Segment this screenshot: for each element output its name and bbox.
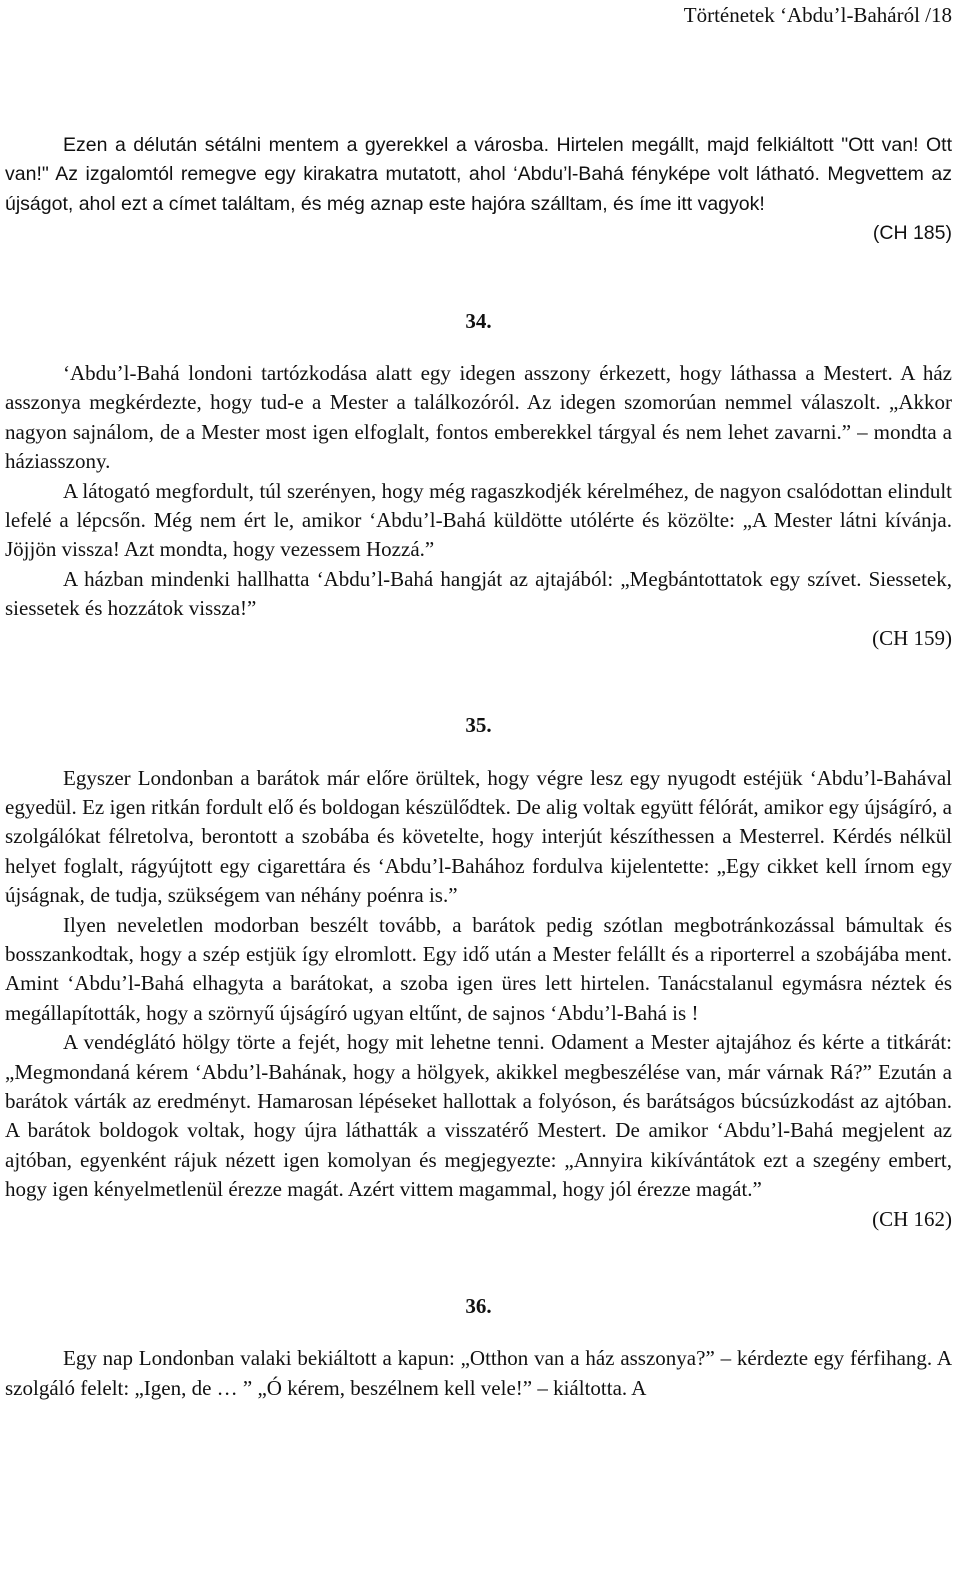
page-body: [5, 131, 952, 1403]
story-34-citation: (CH 159): [872, 625, 952, 650]
story-34-paragraph-1: ‘Abdu’l-Bahá londoni tartózkodása alatt egy idegen asszony érkezett, hogy láthassa a Mestert. A ház asszonya megkérdezte, hogy tud-e a Mester a találkozóról. Az idegen szomorúan nemmel válaszolt. „Akkor nagyon sajnálom, de a Mester most igen elfoglalt, fontos emberekkel tárgyal és nem lehet zavarni.” – mondta a háziasszony.: [5, 361, 952, 474]
story-34-paragraph-2: A látogató megfordult, túl szerényen, hogy még ragaszkodjék kérelméhez, de nagyon csalódottan elindult lefelé a lépcsőn. Még nem ért le, amikor ‘Abdu’l-Bahá küldötte utólérte és közölte: „A Mester látni kívánja. Jöjjön vissza! Azt mondta, hogy vezessem Hozzá.”: [5, 478, 952, 562]
story-36-number: 36.: [465, 1294, 492, 1318]
story-35-citation: (CH 162): [872, 1206, 952, 1231]
story-33-paragraph: Ezen a délután sétálni mentem a gyerekkel a városba. Hirtelen megállt, majd felkiáltott "Ott van! Ott van!" Az izgalomtól remegve egy kirakatra mutatott, ahol ‘Abdu’l-Bahá fényképe volt látható. Megvettem az újságot, ahol ezt a címet találtam, és még aznap este hajóra szálltam, és íme itt vagyok!: [5, 134, 952, 215]
story-34-paragraph-3: A házban mindenki hallhatta ‘Abdu’l-Bahá hangját az ajtajából: „Megbántottatok egy szívet. Siessetek, siessetek és hozzátok vissza!”: [5, 566, 952, 621]
story-35-paragraph-2: Ilyen neveletlen modorban beszélt tovább, a barátok pedig szótlan megbotránkozással bámultak és bosszankodtak, hogy a szép estjük így elromlott. Egy idő után a Mester felállt és a riporterrel a szobájába ment. Amint ‘Abdu’l-Bahá elhagyta a barátokat, a szoba igen üres lett hirtelen. Tanácstalanul egymásra néztek és megállapították, hogy a szörnyű újságíró ugyan eltűnt, de sajnos ‘Abdu’l-Bahá is !: [5, 912, 952, 1025]
story-35-paragraph-1: Egyszer Londonban a barátok már előre örültek, hogy végre lesz egy nyugodt estéjük ‘Abdu’l-Bahával egyedül. Ez igen ritkán fordult elő és boldogan készülődtek. De alig voltak együtt félórát, amikor egy újságíró, a szolgálókat félretolva, berontott a szobába és követelte, hogy interjút készíthessen a Mesterrel. Kérdés nélkül helyet foglalt, rágyújtott egy cigarettára és ‘Abdu’l-Bahához fordulva kijelentette: „Egy cikket kell írnom egy újságnak, de tudja, szükségem van néhány poénra is.”: [5, 765, 952, 908]
story-34-number: 34.: [465, 308, 492, 333]
story-33-citation: (CH 185): [872, 222, 952, 245]
story-36-paragraph: Egy nap Londonban valaki bekiáltott a kapun: „Otthon van a ház asszonya?” – kérdezte egy férfihang. A szolgáló felelt: „Igen, de … ” „Ó kérem, beszélnem kell vele!” – kiáltotta. A: [5, 1346, 952, 1400]
story-35-number: 35.: [465, 713, 492, 738]
story-35-paragraph-3: A vendéglátó hölgy törte a fejét, hogy mit lehetne tenni. Odament a Mester ajtajához és kérte a titkárát: „Megmondaná kérem ‘Abdu’l-Bahának, hogy a hölgyek, akikkel megbeszélése van, már várnak Rá?” Ezután a barátok várták az eredményt. Hamarosan lépéseket hallottak a folyóson, és barátságos búcsúzkodást az ajtóban. A barátok boldogok voltak, hogy újra láthatták a visszatérő Mestert. De amikor ‘Abdu’l-Bahá megjelent az ajtóban, egyenként rájuk nézett igen komolyan és megjegyezte: „Annyira kikívántátok ezt a szegény embert, hogy igen kényelmetlenül érezze magát. Azért vittem magammal, hogy jól érezze magát.”: [5, 1030, 952, 1202]
running-header: Történetek ‘Abdu’l-Baháról /18: [683, 3, 952, 27]
